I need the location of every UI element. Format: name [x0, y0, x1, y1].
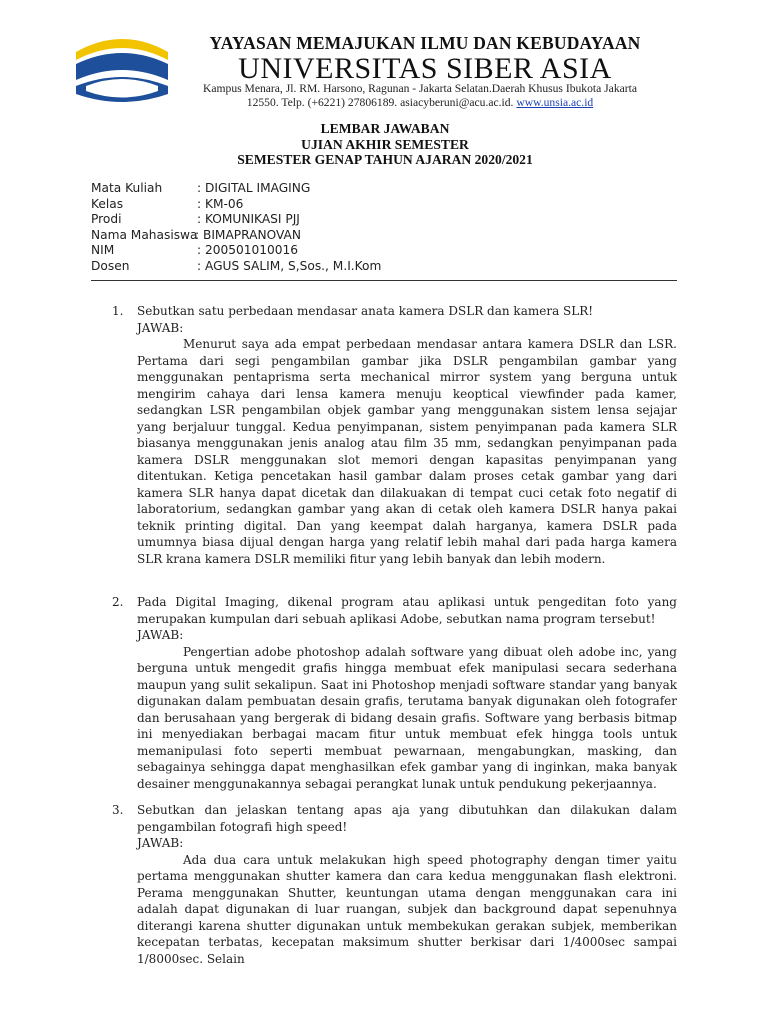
- info-value: : KOMUNIKASI PJJ: [197, 212, 300, 226]
- info-label: Kelas: [91, 196, 124, 211]
- answer-label: JAWAB:: [137, 836, 184, 850]
- question-block-2: [91, 594, 677, 792]
- info-label: Prodi: [91, 212, 122, 226]
- answer-text: Ada dua cara untuk melakukan high speed photography dengan timer yaitu pertama menggunakan shutter kamera dan cara kedua menggunakan flash elektroni. Perama menggunakan Shutter, keuntungan utama dengan menggunakan cara ini adalah dapat digunakan di luar ruangan, subjek dan background dapat sepenuhnya diterangi karena shutter digunakan untuk membekukan gerakan subjek, memberikan kecepatan terbatas, kecepatan maksimum shutter berkisar dari 1/4000sec sampai 1/8000sec. Selain: [137, 852, 677, 966]
- question-body: Pada Digital Imaging, dikenal program atau aplikasi untuk pengeditan foto yang merupakan kumpulan dari sebuah aplikasi Adobe, sebutkan nama program tersebut!: [137, 595, 677, 626]
- question-number: 3.: [112, 803, 124, 817]
- university-name: UNIVERSITAS SIBER ASIA: [238, 52, 612, 85]
- question-text: [91, 802, 677, 835]
- question-text: [91, 594, 677, 627]
- question-block-3: [91, 802, 677, 967]
- info-label: Dosen: [91, 258, 130, 273]
- title-line-3: SEMESTER GENAP TAHUN AJARAN 2020/2021: [237, 152, 533, 167]
- info-label: NIM: [91, 243, 115, 257]
- address-line-2: [170, 96, 670, 110]
- address-line-1: Kampus Menara, Jl. RM. Harsono, Ragunan - Jakarta Selatan.Daerah Khusus Ibukota Jakarta: [202, 82, 637, 95]
- info-value: : BIMAPRANOVAN: [195, 227, 301, 242]
- info-value: : AGUS SALIM, S,Sos., M.I.Kom: [197, 258, 382, 273]
- divider-line: [91, 280, 677, 281]
- answer-label: JAWAB:: [137, 320, 184, 335]
- answer-text: Menurut saya ada empat perbedaan mendasar antara kamera DSLR dan LSR. Pertama dari segi pengambilan gambar jika DSLR pengambilan gambar yang menggunakan pentaprisma serta mechanical mirror system yang berguna untuk mengirim cahaya dari lensa kamera menuju keoptical viewfinder pada kamer, sedangkan LSR pengambilan objek gambar yang menggunakan sistem lensa sejajar yang berjaluur tunggal. Kedua penyimpanan, sistem penyimpanan pada kamera SLR biasanya menggunakan jenis analog atau film 35 mm, sedangkan penyimpanan pada kamera DSLR menggunakan slot memori dengan kapasitas penyimpanan yang ditentukan. Ketiga pencetakan hasil gambar dalam proses cetak gambar yang dari kamera SLR hanya dapat dicetak dan dilakuakan di tempat cuci cetak foto negatif di laboratorium, sedangkan gambar yang akan di cetak oleh kamera DSLR hanya pakai teknik printing digital. Dan yang keempat dalah harganya, kamera DSLR pada umumnya biasa dijual dengan harga yang relatif lebih mahal dari pada harga kamera SLR krana kamera DSLR memiliki fitur yang lebih banyak dan lebih modern.: [137, 337, 677, 566]
- info-value: : 200501010016: [197, 243, 299, 257]
- question-block-1: [91, 303, 677, 567]
- info-label: Mata Kuliah: [91, 181, 163, 195]
- title-line-2: UJIAN AKHIR SEMESTER: [301, 136, 469, 152]
- question-number: 2.: [112, 595, 124, 609]
- title-line-1: LEMBAR JAWABAN: [320, 121, 450, 136]
- info-value: : DIGITAL IMAGING: [197, 181, 311, 195]
- answer-text: Pengertian adobe photoshop adalah software yang dibuat oleh adobe inc, yang berguna untuk mengedit grafis hingga membuat efek manipulasi secara sederhana maupun yang sulit sekalipun. Saat ini Photoshop menjadi software standar yang banyak digunakan dalam pembuatan desain grafis, terutama banyak digunakan oleh fotografer dan berusahaan yang bergerak di bidang desain grafis. Software yang berbasis bitmap ini menyediakan berbagai macam fitur untuk membuat efek hingga tools untuk memanipulasi foto seperti membuat pewarnaan, mengabungkan, masking, dan sebagainya sehingga dapat menghasilkan efek gambar yang di inginkan, maka banyak desainer menggunakannya sebagai perangkat lunak untuk pendukung pekerjaannya.: [137, 644, 677, 791]
- info-value: : KM-06: [197, 196, 244, 211]
- question-text: [91, 303, 677, 320]
- website-link[interactable]: www.unsia.ac.id: [516, 96, 594, 109]
- info-label: Nama Mahasiswa: [91, 227, 198, 242]
- question-body: Sebutkan dan jelaskan tentang apas aja yang dibutuhkan dan dilakukan dalam pengambilan fotografi high speed!: [137, 803, 677, 834]
- foundation-name: YAYASAN MEMAJUKAN ILMU DAN KEBUDAYAAN: [209, 33, 641, 53]
- answer-label: JAWAB:: [137, 628, 184, 642]
- university-logo-icon: [72, 36, 172, 112]
- address-contact: 12550. Telp. (+6221) 27806189. asiacyberuni@acu.ac.id.: [246, 96, 514, 109]
- address-block: [170, 82, 670, 110]
- question-number: 1.: [112, 304, 124, 318]
- document-titles: [100, 121, 670, 168]
- question-body: Sebutkan satu perbedaan mendasar anata kamera DSLR dan kamera SLR!: [137, 304, 594, 318]
